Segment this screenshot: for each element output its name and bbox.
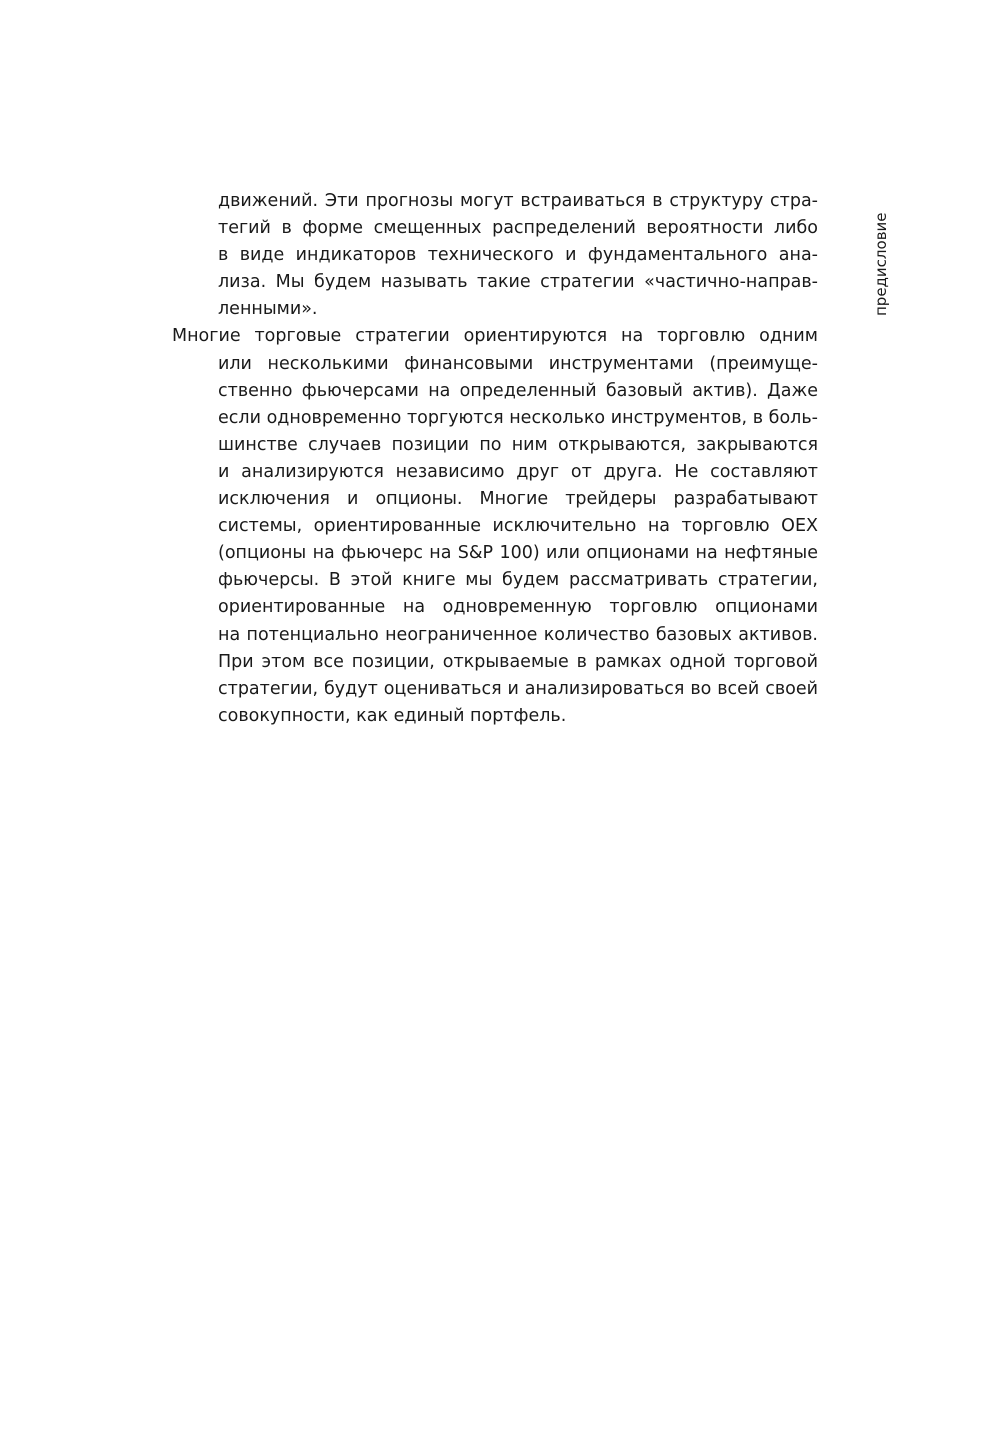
text-line: или несколькими финансовыми инструментами (преимуще- — [218, 353, 818, 374]
running-head: предисловие — [872, 212, 890, 316]
text-line: шинстве случаев позиции по ним открываются, закрываются — [218, 434, 818, 455]
text-line: фьючерсы. В этой книге мы будем рассматривать стратегии, — [218, 570, 818, 591]
text-line: (опционы на фьючерс на S&P 100) или опционами на нефтяные — [218, 543, 818, 564]
text-line: и анализируются независимо друг от друга. Не составляют — [218, 461, 818, 482]
text-line: Многие торговые стратегии ориентируются на торговлю одним — [172, 326, 818, 347]
text-line: исключения и опционы. Многие трейдеры разрабатывают — [218, 489, 818, 510]
text-line: системы, ориентированные исключительно на торговлю OEX — [218, 516, 818, 537]
text-line: ориентированные на одновременную торговлю опционами — [218, 597, 818, 618]
body-text — [172, 188, 818, 730]
text-line: ственно фьючерсами на определенный базовый актив). Даже — [218, 380, 818, 401]
text-line: При этом все позиции, открываемые в рамках одной торговой — [218, 651, 818, 672]
text-line: ленными». — [218, 299, 318, 320]
text-line: тегий в форме смещенных распределений вероятности либо — [218, 218, 818, 239]
text-line: совокупности, как единый портфель. — [218, 705, 567, 726]
text-line: стратегии, будут оцениваться и анализироваться во всей своей — [218, 678, 818, 699]
text-line: если одновременно торгуются несколько инструментов, в боль- — [218, 407, 818, 428]
text-line: движений. Эти прогнозы могут встраиваться в структуру стра- — [218, 191, 818, 211]
text-line: на потенциально неограниченное количество базовых активов. — [218, 624, 818, 645]
text-line: лиза. Мы будем называть такие стратегии «частично-направ- — [218, 272, 818, 293]
text-line: в виде индикаторов технического и фундаментального ана- — [218, 245, 818, 266]
